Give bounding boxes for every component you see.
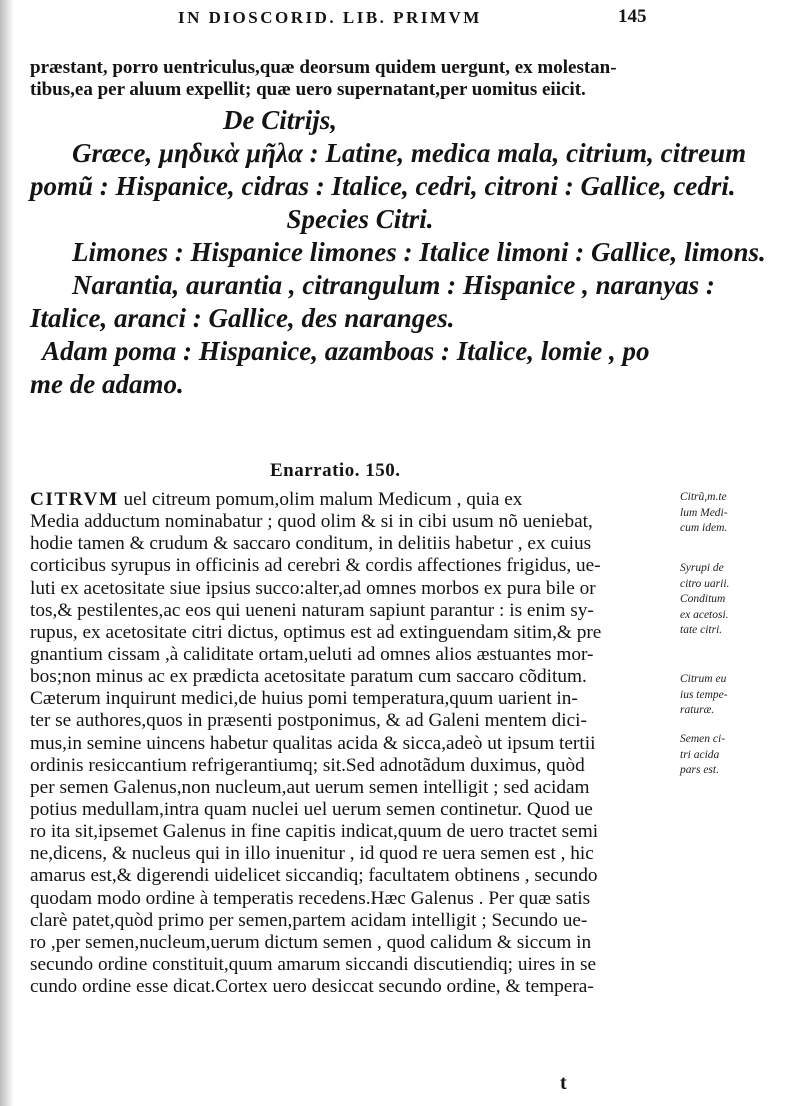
continued-text	[30, 57, 675, 101]
text-line: mus,in semine uincens habetur qualitas acida & sicca,adeò ut ipsum tertii	[30, 732, 596, 754]
marginal-note-line: ius tempe-	[680, 688, 728, 701]
marginal-note	[680, 732, 762, 779]
text-line: gnantium cissam ,à caliditate ortam,ueluti ad omnes alios æstuantes mor-	[30, 643, 594, 665]
synonyms-line: Græce, μηδικὰ μῆλα : Latine, medica mala, citrium, citreum	[72, 138, 747, 168]
synonyms-line: Italice, aranci : Gallice, des naranges.	[30, 303, 455, 333]
marginal-note-line: Citrũ,m.te	[680, 491, 727, 503]
species-subheading: Species Citri.	[286, 204, 434, 234]
synonyms-line: pomũ : Hispanice, cidras : Italice, cedri, citroni : Gallice, cedri.	[30, 171, 736, 201]
text-line: hodie tamen & crudum & saccaro conditum, in delitiis habetur , ex cuius	[30, 533, 592, 555]
marginal-note-line: pars est.	[680, 764, 719, 776]
text-line: luti ex acetositate siue ipsius succo:alter,ad omnes morbos ex pura bile or	[30, 577, 596, 599]
marginal-note-line: tri acida	[680, 748, 720, 761]
text-line: ro ,per semen,nucleum,uerum dictum semen , quod calidum & siccum in	[30, 931, 592, 953]
text-line: ter se authores,quos in præsenti postponimus, & ad Galeni mentem dici-	[30, 710, 587, 732]
marginal-note	[680, 561, 762, 639]
text-line: clarè patet,quòd primo per semen,partem acidam intelligit ; Secundo ue-	[30, 909, 588, 931]
text-line: secundo ordine constituit,quum amarum siccandi discutiendiq; uires in se	[30, 953, 597, 975]
text-line: amarus est,& digerendi uidelicet siccandiq; facultatem obtinens , secundo	[30, 865, 598, 887]
marginal-note	[680, 490, 762, 537]
chapter-title: De Citrijs,	[222, 105, 337, 135]
synonyms-line: Limones : Hispanice limones : Italice limoni : Gallice, limons.	[72, 237, 766, 267]
marginal-note-line: cum idem.	[680, 522, 728, 534]
marginal-note	[680, 672, 762, 719]
synonyms-line: Adam poma : Hispanice, azamboas : Italice, lomie , po	[42, 336, 650, 366]
text-line: cundo ordine esse dicat.Cortex uero desiccat secundo ordine, & tempera-	[30, 976, 594, 998]
text-line: ne,dicens, & nucleus qui in illo inuenitur , id quod re uera semen est , hic	[30, 843, 594, 865]
scan-gutter-shadow	[0, 0, 14, 1106]
synonyms-line: Narantia, aurantia , citrangulum : Hispanice , naranyas :	[72, 270, 715, 300]
synonyms-line: me de adamo.	[30, 369, 184, 399]
marginal-note-line: Conditum	[680, 593, 726, 605]
marginal-note-line: Semen ci-	[680, 733, 726, 745]
marginal-note-line: tate citri.	[680, 624, 723, 636]
marginal-note-line: lum Medi-	[680, 506, 728, 519]
marginal-note-line: citro uarii.	[680, 577, 730, 590]
marginal-note-line: raturæ.	[680, 704, 715, 716]
text-line: ro ita sit,ipsemet Galenus in fine capitis indicat,quum de uero tractet semi	[30, 821, 599, 843]
commentary-text	[30, 489, 675, 998]
text-line: ordinis resiccantium refrigerantiumq; sit.Sed adnotãdum duximus, quòd	[30, 754, 585, 776]
opening-word: CITRVM	[30, 489, 119, 510]
text-line: tos,& pestilentes,ac eos qui ueneni naturam sapiunt parantur : is enim sy-	[30, 599, 594, 621]
text-line	[30, 489, 675, 511]
text-line: Media adductum nominabatur ; quod olim & si in cibi usum nõ ueniebat,	[30, 511, 593, 533]
running-head: IN DIOSCORID. LIB. PRIMVM	[178, 8, 482, 27]
marginal-note-line: ex acetosi.	[680, 608, 729, 621]
text-line: bos;non minus ac ex prædicta acetositate paratum cum saccaro cõditum.	[30, 666, 587, 688]
catchword: t	[560, 1072, 567, 1094]
text-line-rest: uel citreum pomum,olim malum Medicum , quia ex	[118, 489, 523, 510]
marginal-note-line: Citrum eu	[680, 673, 727, 685]
text-line: rupus, ex acetositate citri dictus, optimus est ad extinguendam sitim,& pre	[30, 621, 602, 643]
text-line: potius medullam,intra quam nuclei uel uerum semen continetur. Quod ue	[30, 798, 593, 820]
chapter-heading-block	[30, 104, 766, 401]
text-line: Cæterum inquirunt medici,de huius pomi temperatura,quum uarient in-	[30, 688, 578, 710]
text-line: corticibus syrupus in officinis ad cerebri & cordis affectiones frigidus, ue-	[30, 555, 601, 577]
text-line: per semen Galenus,non nucleum,aut uerum semen intelligit ; sed acidam	[30, 776, 590, 798]
text-line: quodam modo ordine à temperatis recedens.Hæc Galenus . Per quæ satis	[30, 887, 591, 909]
page-number: 145	[618, 6, 647, 27]
text-line: præstant, porro uentriculus,quæ deorsum quidem uergunt, ex molestan-	[30, 57, 617, 78]
text-line: tibus,ea per aluum expellit; quæ uero supernatant,per uomitus eiicit.	[30, 79, 586, 101]
enarratio-heading: Enarratio. 150.	[270, 460, 401, 481]
marginal-note-line: Syrupi de	[680, 562, 724, 574]
